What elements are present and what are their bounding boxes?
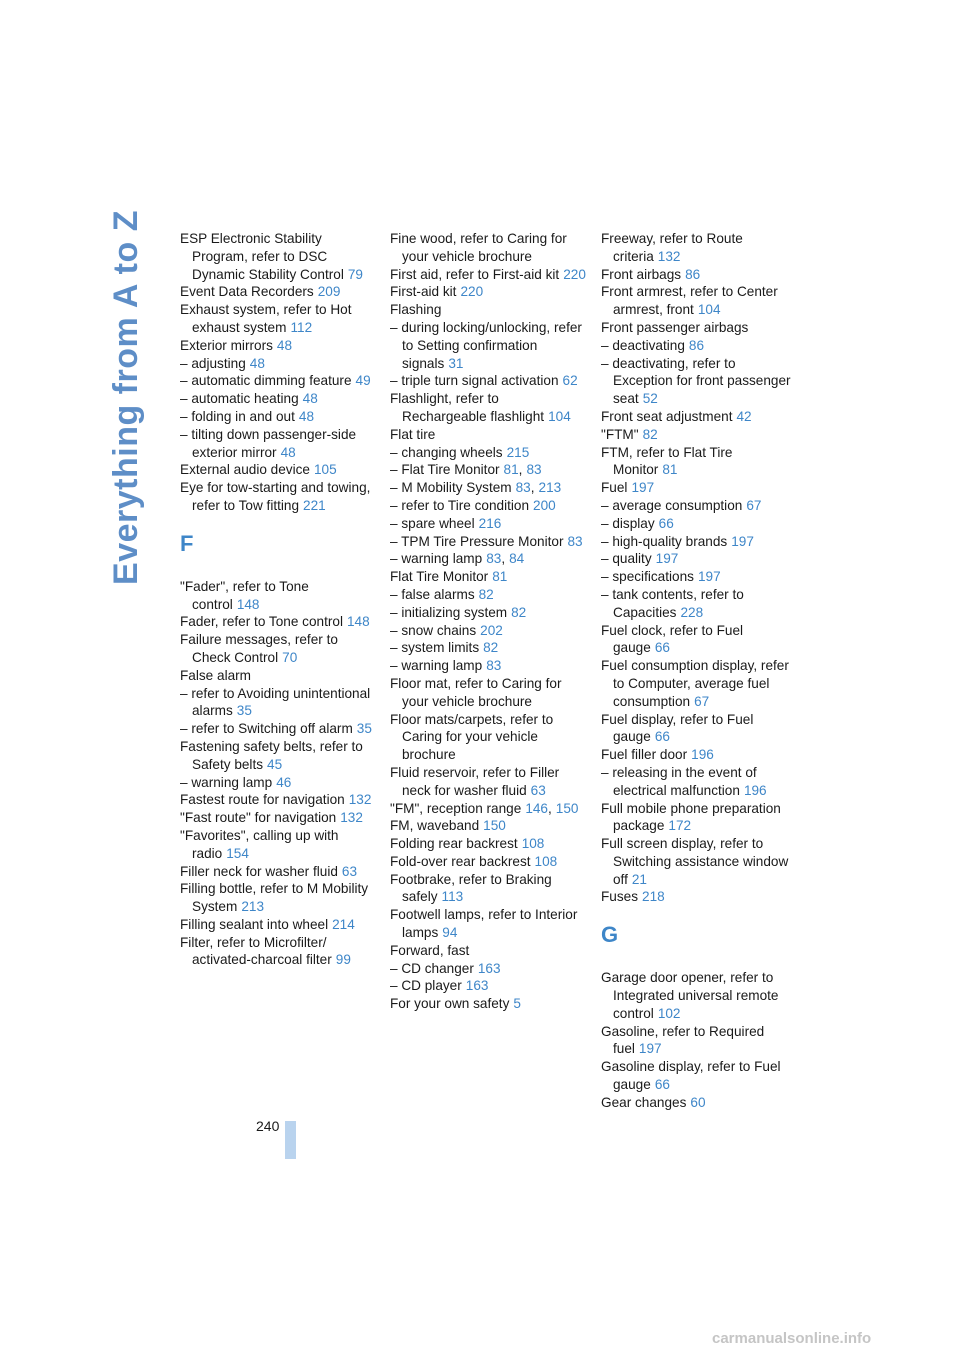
index-entry-text: Failure messages, refer to Check Control xyxy=(180,632,338,665)
page-reference-link[interactable]: 45 xyxy=(267,756,283,772)
index-entry-text: Fuses xyxy=(601,889,639,905)
page-reference-link[interactable]: 63 xyxy=(341,863,358,879)
index-entry-text: – high-quality brands xyxy=(601,533,728,549)
index-entry xyxy=(180,934,376,970)
page-reference-link[interactable]: 67 xyxy=(694,693,710,709)
index-entry-text: Fuel display, refer to Fuel gauge xyxy=(601,711,754,745)
index-entry xyxy=(390,586,586,604)
index-entry-text: Filling bottle, refer to M Mobility System xyxy=(180,881,369,915)
page-reference-link[interactable]: 150 xyxy=(483,818,506,834)
index-entry-text: – deactivating xyxy=(601,337,685,353)
index-entry xyxy=(390,461,586,479)
index-entry xyxy=(601,479,797,497)
page-reference-link[interactable]: 200 xyxy=(533,497,556,513)
page-reference-link[interactable]: 81 xyxy=(503,462,519,478)
index-entry xyxy=(180,337,376,355)
index-entry-text: Flat Tire Monitor xyxy=(390,569,489,585)
index-entry xyxy=(601,550,797,568)
page-reference-link[interactable]: 146 xyxy=(525,800,548,816)
index-entry xyxy=(390,639,586,657)
index-entry xyxy=(180,774,376,792)
index-entry-text: – TPM Tire Pressure Monitor xyxy=(390,533,564,549)
page-reference-link[interactable]: 197 xyxy=(655,551,679,567)
page-reference-link[interactable]: 216 xyxy=(478,515,502,531)
index-entry-text: Gasoline, refer to Required fuel xyxy=(601,1023,765,1057)
side-section-title xyxy=(104,209,148,585)
page-reference-link[interactable]: 112 xyxy=(290,319,313,335)
index-entry xyxy=(601,800,797,836)
index-entry-text: FM, waveband xyxy=(390,818,480,834)
page-reference-link[interactable]: 99 xyxy=(335,952,351,968)
page-reference-link[interactable]: 220 xyxy=(460,284,484,300)
watermark: carmanualsonline.info xyxy=(712,1330,872,1347)
index-entry xyxy=(390,817,586,835)
index-entry xyxy=(390,550,586,568)
page-reference-link[interactable]: 86 xyxy=(685,266,701,282)
index-entry-text: Flashlight, refer to Rechargeable flashlight xyxy=(390,391,545,424)
index-entry xyxy=(390,604,586,622)
index-entry-text: Filling sealant into wheel xyxy=(180,916,329,932)
index-entry xyxy=(390,479,586,497)
page-reference-link[interactable]: 196 xyxy=(691,747,714,763)
page-reference-link[interactable]: 48 xyxy=(298,408,315,424)
index-entry-text: – average consumption xyxy=(601,497,743,513)
page-number-bar xyxy=(285,1121,296,1159)
index-entry xyxy=(180,479,376,515)
page-reference-link[interactable]: 46 xyxy=(276,774,292,790)
index-entry xyxy=(601,408,797,426)
index-entry xyxy=(390,942,586,960)
page-reference-link[interactable]: 132 xyxy=(657,248,681,264)
page-number: 240 xyxy=(256,1118,280,1134)
index-entry xyxy=(180,667,376,685)
index-entry-text: Fuel consumption display, refer to Computer, average fuel consumption xyxy=(601,658,789,709)
page-reference-link[interactable]: 81 xyxy=(662,462,678,478)
page-reference-link[interactable]: 94 xyxy=(442,925,458,941)
index-entry xyxy=(390,319,586,372)
index-entry-text: Fine wood, refer to Caring for your vehicle brochure xyxy=(390,231,567,264)
index-entry xyxy=(180,461,376,479)
page-ref-separator: , xyxy=(501,551,506,567)
index-entry-text: FTM, refer to Flat Tire Monitor xyxy=(601,444,733,478)
page-reference-link[interactable]: 52 xyxy=(642,391,658,407)
page-reference-link[interactable]: 197 xyxy=(631,480,655,496)
index-entry-text: Forward, fast xyxy=(390,942,470,958)
index-entry-text: ESP Electronic Stability Program, refer to DSC Dynamic Stability Control xyxy=(180,231,344,282)
index-entry xyxy=(180,880,376,916)
index-entry-text: – CD player xyxy=(390,978,462,994)
page-reference-link[interactable]: 172 xyxy=(668,818,692,834)
page-reference-link[interactable]: 218 xyxy=(642,889,665,905)
page-reference-link[interactable]: 105 xyxy=(313,462,337,478)
page-reference-link[interactable]: 81 xyxy=(492,569,508,585)
index-entry xyxy=(390,871,586,907)
index-entry xyxy=(390,800,586,818)
index-entry xyxy=(601,1058,797,1094)
index-entry xyxy=(180,578,376,614)
index-entry-text: – CD changer xyxy=(390,960,474,976)
index-entry-text: External audio device xyxy=(180,462,310,478)
index-entry xyxy=(601,1094,797,1112)
page-reference-link[interactable]: 215 xyxy=(506,444,530,460)
index-entry xyxy=(601,497,797,515)
index-entry-text: – spare wheel xyxy=(390,515,475,531)
page-reference-link[interactable]: 197 xyxy=(731,533,754,549)
index-entry-text: – triple turn signal activation xyxy=(390,373,559,389)
index-entry xyxy=(390,230,586,266)
index-entry xyxy=(180,738,376,774)
page-reference-link[interactable]: 66 xyxy=(658,515,674,531)
index-entry xyxy=(390,853,586,871)
index-entry-text: – warning lamp xyxy=(180,774,273,790)
index-entry-text: Full screen display, refer to Switching assistance window off xyxy=(601,836,789,887)
page-ref-separator: , xyxy=(518,462,523,478)
index-entry-text: – automatic heating xyxy=(180,391,299,407)
index-entry xyxy=(601,835,797,888)
index-entry-text: – quality xyxy=(601,551,652,567)
index-entry-text: First-aid kit xyxy=(390,284,457,300)
index-entry-text: "Favorites", calling up with radio xyxy=(180,827,339,861)
index-entry-text: Fader, refer to Tone control xyxy=(180,614,343,630)
index-entry xyxy=(180,301,376,337)
page-reference-link[interactable]: 82 xyxy=(511,604,527,620)
index-entry xyxy=(180,355,376,373)
index-entry-text: – warning lamp xyxy=(390,551,483,567)
index-entry xyxy=(390,622,586,640)
index-entry xyxy=(601,622,797,658)
index-entry xyxy=(390,960,586,978)
index-entry xyxy=(180,809,376,827)
index-entry-text: – releasing in the event of electrical malfunction xyxy=(601,764,757,798)
index-entry-text: Exterior mirrors xyxy=(180,337,273,353)
page-reference-link[interactable]: 48 xyxy=(302,391,318,407)
index-entry-text: False alarm xyxy=(180,667,252,683)
page-reference-link[interactable]: 197 xyxy=(638,1041,662,1057)
index-entry xyxy=(601,764,797,800)
index-entry xyxy=(601,969,797,1022)
index-entry xyxy=(601,746,797,764)
page-reference-link[interactable]: 163 xyxy=(477,960,501,976)
page-reference-link[interactable]: 62 xyxy=(562,373,578,389)
page-reference-link[interactable]: 202 xyxy=(480,622,503,638)
index-entry-text: Floor mats/carpets, refer to Caring for your vehicle brochure xyxy=(390,711,554,763)
page-reference-link[interactable]: 49 xyxy=(355,373,371,389)
index-entry xyxy=(390,497,586,515)
page-reference-link[interactable]: 70 xyxy=(282,649,298,665)
index-entry xyxy=(390,283,586,301)
index-entry xyxy=(180,863,376,881)
index-entry-text: Floor mat, refer to Caring for your vehicle brochure xyxy=(390,675,562,709)
index-entry xyxy=(180,408,376,426)
page-reference-link[interactable]: 82 xyxy=(642,426,658,442)
index-entry-text: Fuel clock, refer to Fuel gauge xyxy=(601,622,744,656)
page-reference-link[interactable]: 108 xyxy=(534,853,558,869)
index-entry-text: "FM", reception range xyxy=(390,800,522,816)
index-entry xyxy=(180,372,376,390)
index-entry xyxy=(390,906,586,942)
index-entry xyxy=(390,372,586,390)
index-entry-text: Folding rear backrest xyxy=(390,836,518,852)
index-entry-text: Filler neck for washer fluid xyxy=(180,863,338,879)
index-entry xyxy=(390,301,586,319)
page-reference-link[interactable]: 83 xyxy=(486,658,502,674)
page-reference-link[interactable]: 150 xyxy=(555,800,579,816)
index-entry xyxy=(601,337,797,355)
page-reference-link[interactable]: 104 xyxy=(548,408,571,424)
index-entry-text: Front airbags xyxy=(601,266,682,282)
page-reference-link[interactable]: 220 xyxy=(563,266,586,282)
index-entry xyxy=(180,720,376,738)
page-reference-link[interactable]: 67 xyxy=(746,497,762,513)
page-reference-link[interactable]: 197 xyxy=(697,569,721,585)
page-reference-link[interactable]: 104 xyxy=(697,302,721,318)
page-reference-link[interactable]: 42 xyxy=(736,408,752,424)
index-entry xyxy=(180,283,376,301)
index-entry-text: – false alarms xyxy=(390,586,475,602)
page-reference-link[interactable]: 48 xyxy=(280,444,296,460)
index-entry xyxy=(601,355,797,408)
index-column-1 xyxy=(180,230,376,969)
index-entry xyxy=(180,613,376,631)
index-entry-text: Front seat adjustment xyxy=(601,408,733,424)
index-entry xyxy=(601,230,797,266)
index-entry xyxy=(390,568,586,586)
index-entry-text: Fuel xyxy=(601,480,628,496)
index-entry xyxy=(601,888,797,906)
index-entry xyxy=(601,586,797,622)
page-reference-link[interactable]: 148 xyxy=(236,596,260,612)
page-reference-link[interactable]: 83 xyxy=(526,462,542,478)
index-entry xyxy=(601,657,797,710)
page-reference-link[interactable]: 66 xyxy=(654,1077,670,1093)
page-reference-link[interactable]: 221 xyxy=(303,497,326,513)
index-entry xyxy=(180,631,376,667)
index-entry-text: "Fader", refer to Tone control xyxy=(180,578,309,612)
index-entry-text: Garage door opener, refer to Integrated universal remote control xyxy=(601,970,779,1021)
index-entry-text: – initializing system xyxy=(390,604,508,620)
index-entry-text: Full mobile phone preparation package xyxy=(601,800,781,834)
index-entry xyxy=(390,995,586,1013)
index-entry-text: – system limits xyxy=(390,640,480,656)
index-entry xyxy=(390,515,586,533)
index-column-2 xyxy=(390,230,586,1013)
index-entry-text: Flashing xyxy=(390,302,442,318)
page-reference-link[interactable]: 21 xyxy=(631,871,647,887)
index-entry-text: "FTM" xyxy=(601,426,639,442)
index-entry-text: – during locking/unlocking, refer to Setting confirmation signals xyxy=(390,319,582,371)
index-entry-text: Flat tire xyxy=(390,426,436,442)
page-reference-link[interactable]: 148 xyxy=(346,614,370,630)
page-reference-link[interactable]: 213 xyxy=(538,480,562,496)
index-entry-text: – adjusting xyxy=(180,355,246,371)
index-entry xyxy=(180,230,376,283)
page-reference-link[interactable]: 35 xyxy=(356,721,372,737)
index-entry-text: Front passenger airbags xyxy=(601,319,749,335)
index-entry-text: – Flat Tire Monitor xyxy=(390,462,500,478)
index-entry-text: Eye for tow-starting and towing, refer to Tow fitting xyxy=(180,480,371,513)
index-entry xyxy=(180,791,376,809)
page-ref-separator: , xyxy=(530,480,535,496)
index-entry-text: First aid, refer to First-aid kit xyxy=(390,266,560,282)
index-entry xyxy=(390,390,586,426)
page-reference-link[interactable]: 48 xyxy=(276,337,293,353)
index-entry xyxy=(390,835,586,853)
index-entry-text: Fastening safety belts, refer to Safety belts xyxy=(180,738,363,772)
index-entry-text: – tank contents, refer to Capacities xyxy=(601,586,744,620)
page-reference-link[interactable]: 31 xyxy=(448,355,464,371)
page-reference-link[interactable]: 48 xyxy=(249,355,265,371)
index-entry xyxy=(180,916,376,934)
index-entry xyxy=(180,827,376,863)
index-entry xyxy=(601,444,797,480)
page-reference-link[interactable]: 35 xyxy=(236,703,252,719)
index-entry xyxy=(390,657,586,675)
index-entry-text: Footbrake, refer to Braking safely xyxy=(390,871,552,905)
index-entry xyxy=(601,568,797,586)
index-entry-text: Fluid reservoir, refer to Filler neck for washer fluid xyxy=(390,764,560,798)
page-reference-link[interactable]: 83 xyxy=(486,551,502,567)
index-entry xyxy=(601,266,797,284)
index-entry-text: Event Data Recorders xyxy=(180,284,314,300)
index-column-3 xyxy=(601,230,797,1112)
index-entry-text: – changing wheels xyxy=(390,444,503,460)
page-reference-link[interactable]: 132 xyxy=(340,810,363,826)
index-entry-text: – tilting down passenger-side exterior mirror xyxy=(180,426,357,460)
page-reference-link[interactable]: 66 xyxy=(654,729,670,745)
page-reference-link[interactable]: 132 xyxy=(348,792,372,808)
page-reference-link[interactable]: 84 xyxy=(509,551,525,567)
section-letter-heading: G xyxy=(601,922,619,948)
index-entry xyxy=(390,675,586,711)
index-entry-text: – folding in and out xyxy=(180,408,295,424)
index-entry xyxy=(601,319,797,337)
index-entry xyxy=(601,711,797,747)
index-entry xyxy=(601,533,797,551)
index-entry-text: Gear changes xyxy=(601,1094,687,1110)
index-entry xyxy=(601,283,797,319)
index-entry-text: Fastest route for navigation xyxy=(180,792,345,808)
page-reference-link[interactable]: 83 xyxy=(567,533,583,549)
index-entry-text: Gasoline display, refer to Fuel gauge xyxy=(601,1059,781,1093)
page-reference-link[interactable]: 196 xyxy=(743,782,767,798)
page-reference-link[interactable]: 5 xyxy=(513,996,521,1012)
index-entry xyxy=(390,764,586,800)
index-entry xyxy=(390,444,586,462)
index-entry-text: – warning lamp xyxy=(390,658,483,674)
index-entry xyxy=(390,426,586,444)
index-entry xyxy=(390,266,586,284)
index-entry-text: – M Mobility System xyxy=(390,480,512,496)
page-reference-link[interactable]: 82 xyxy=(478,586,494,602)
section-letter-heading: F xyxy=(180,530,194,556)
page-reference-link[interactable]: 154 xyxy=(226,845,249,861)
index-entry-text: Front armrest, refer to Center armrest, front xyxy=(601,284,778,318)
index-entry-text: – refer to Avoiding unintentional alarms xyxy=(180,685,371,719)
index-entry-text: Exhaust system, refer to Hot exhaust system xyxy=(180,302,352,335)
index-entry-text: – deactivating, refer to Exception for front passenger seat xyxy=(601,355,791,407)
index-entry xyxy=(180,390,376,408)
index-entry-text: For your own safety xyxy=(390,996,510,1012)
page-reference-link[interactable]: 228 xyxy=(680,604,704,620)
index-entry-text: Footwell lamps, refer to Interior lamps xyxy=(390,907,578,941)
index-entry-text: – display xyxy=(601,515,655,531)
page-reference-link[interactable]: 60 xyxy=(690,1094,706,1110)
page-reference-link[interactable]: 66 xyxy=(654,640,670,656)
index-entry xyxy=(180,685,376,721)
index-entry xyxy=(390,977,586,995)
page-reference-link[interactable]: 214 xyxy=(332,916,355,932)
index-entry-text: "Fast route" for navigation xyxy=(180,810,337,826)
index-entry xyxy=(601,1023,797,1059)
index-entry-text: – specifications xyxy=(601,569,694,585)
index-entry-text: Freeway, refer to Route criteria xyxy=(601,231,743,264)
index-entry-text: Fuel filler door xyxy=(601,747,688,763)
side-section-title-text: Everything from A to Z xyxy=(106,209,145,585)
index-entry-text: – refer to Switching off alarm xyxy=(180,721,353,737)
page-reference-link[interactable]: 102 xyxy=(657,1005,681,1021)
page-ref-separator: , xyxy=(548,800,552,816)
index-entry xyxy=(180,426,376,462)
page-reference-link[interactable]: 113 xyxy=(441,889,464,905)
page-reference-link[interactable]: 79 xyxy=(347,266,363,282)
page-reference-link[interactable]: 83 xyxy=(515,480,531,496)
index-entry xyxy=(601,426,797,444)
page-reference-link[interactable]: 108 xyxy=(521,836,545,852)
index-entry-text: – refer to Tire condition xyxy=(390,497,530,513)
index-entry-text: Filter, refer to Microfilter/ activated-charcoal filter xyxy=(180,934,332,968)
page-reference-link[interactable]: 82 xyxy=(483,640,499,656)
page-reference-link[interactable]: 209 xyxy=(317,284,341,300)
index-entry-text: – automatic dimming feature xyxy=(180,373,352,389)
page-reference-link[interactable]: 163 xyxy=(465,978,489,994)
index-entry xyxy=(390,711,586,764)
page-reference-link[interactable]: 213 xyxy=(241,899,265,915)
index-entry-text: – snow chains xyxy=(390,622,477,638)
index-entry xyxy=(601,515,797,533)
page-reference-link[interactable]: 63 xyxy=(530,782,546,798)
index-entry-text: Fold-over rear backrest xyxy=(390,853,531,869)
page-reference-link[interactable]: 86 xyxy=(688,337,705,353)
index-entry xyxy=(390,533,586,551)
